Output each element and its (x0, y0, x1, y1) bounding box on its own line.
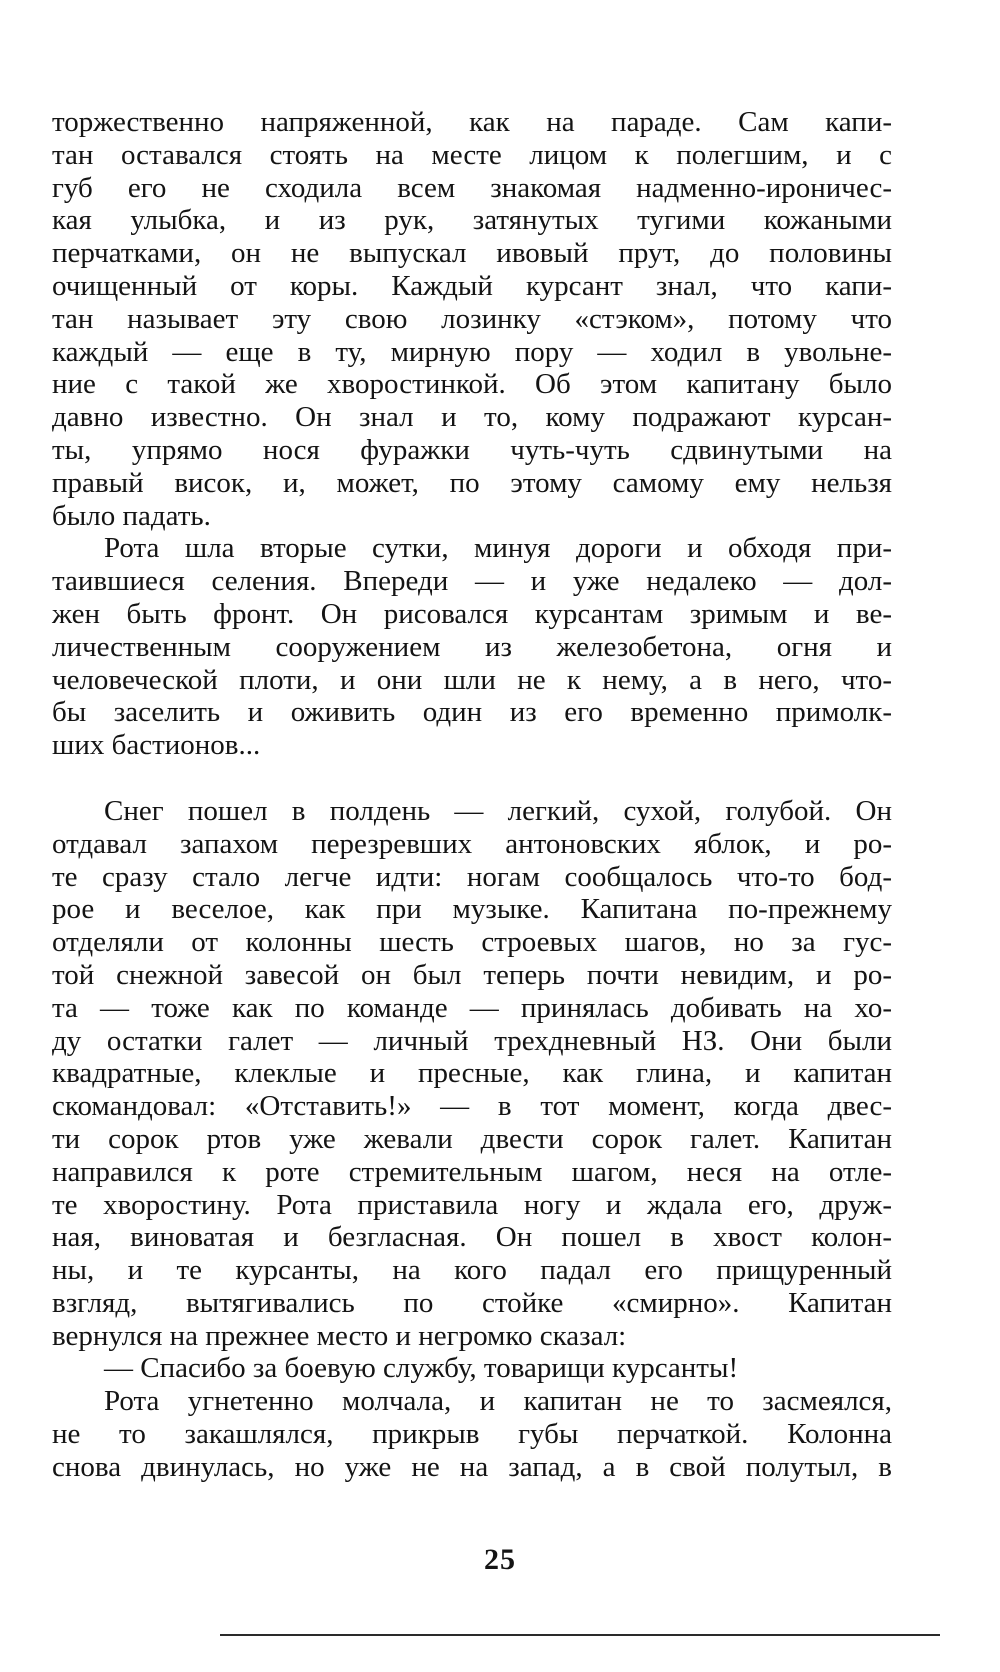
text-line: взгляд, вытягивались по стойке «смирно». Капитан (52, 1286, 892, 1319)
text-line: кая улыбка, и из рук, затянутых тугими кожаными (52, 204, 892, 237)
paragraph (52, 1385, 892, 1483)
text-line: каждый — еще в ту, мирную пору — ходил в увольне- (52, 335, 892, 368)
text-line: бы заселить и оживить один из его временно примолк- (52, 696, 892, 729)
text-line: ны, и те курсанты, на кого падал его прищуренный (52, 1254, 892, 1287)
text-line: перчатками, он не выпускал ивовый прут, до половины (52, 237, 892, 270)
text-line: губ его не сходила всем знакомая надменно-ироничес- (52, 171, 892, 204)
text-line: те сразу стало легче идти: ногам сообщалось что-то бод- (52, 860, 892, 893)
paragraph-dialogue (52, 1352, 892, 1385)
text-line: тан называет эту свою лозинку «стэком», потому что (52, 302, 892, 335)
text-line: было падать. (52, 499, 211, 532)
text-line: давно известно. Он знал и то, кому подражают курсан- (52, 401, 892, 434)
text-line: ти сорок ртов уже жевали двести сорок галет. Капитан (52, 1122, 892, 1155)
text-line: очищенный от коры. Каждый курсант знал, что капи- (52, 269, 892, 302)
text-line: таившиеся селения. Впереди — и уже недалеко — дол- (52, 565, 892, 598)
text-line: Снег пошел в полдень — легкий, сухой, голубой. Он (104, 794, 892, 827)
page-number: 25 (484, 1543, 516, 1576)
text-line: ние с такой же хворостинкой. Об этом капитану было (52, 368, 892, 401)
text-line: ду остатки галет — личный трехдневный НЗ. Они были (52, 1024, 892, 1057)
section-break (52, 762, 892, 795)
text-line: торжественно напряженной, как на параде. Сам капи- (52, 106, 892, 138)
paragraph (52, 532, 892, 762)
text-line: отдавал запахом перезревших антоновских яблок, и ро- (52, 827, 892, 860)
paragraph (52, 106, 892, 532)
text-line: ты, упрямо нося фуражки чуть-чуть сдвинутыми на (52, 433, 892, 466)
text-line: личественным сооружением из железобетона, огня и (52, 630, 892, 663)
text-line: ших бастионов... (52, 729, 261, 762)
paragraph (52, 795, 892, 1353)
text-line: не то закашлялся, прикрыв губы перчаткой. Колонна (52, 1418, 892, 1451)
text-line: квадратные, клеклые и пресные, как глина, и капитан (52, 1057, 892, 1090)
text-line: Рота угнетенно молчала, и капитан не то засмеялся, (104, 1385, 892, 1418)
text-line: скомандовал: «Отставить!» — в тот момент, когда двес- (52, 1090, 892, 1123)
text-line: жен быть фронт. Он рисовался курсантам зримым и ве- (52, 597, 892, 630)
text-line: та — тоже как по команде — принялась добивать на хо- (52, 991, 892, 1024)
text-line: ная, виноватая и безгласная. Он пошел в хвост колон- (52, 1221, 892, 1254)
text-line: снова двинулась, но уже не на запад, а в свой полутыл, в (52, 1450, 892, 1483)
text-line: направился к роте стремительным шагом, неся на отле- (52, 1155, 892, 1188)
text-line: тан оставался стоять на месте лицом к полегшим, и с (52, 138, 892, 171)
text-line: рое и веселое, как при музыке. Капитана по-прежнему (52, 893, 892, 926)
text-line: человеческой плоти, и они шли не к нему, а в него, что- (52, 663, 892, 696)
text-line: Рота шла вторые сутки, минуя дороги и обходя при- (104, 532, 892, 565)
page-edge-rule (220, 1634, 940, 1636)
text-line: те хворостину. Рота приставила ногу и ждала его, друж- (52, 1188, 892, 1221)
text-line: той снежной завесой он был теперь почти невидим, и ро- (52, 958, 892, 991)
text-line: — Спасибо за боевую службу, товарищи курсанты! (104, 1352, 739, 1385)
page-text (52, 106, 892, 1484)
text-line: правый висок, и, может, по этому самому ему нельзя (52, 466, 892, 499)
text-line: отделяли от колонны шесть строевых шагов, но за гус- (52, 926, 892, 959)
text-line: вернулся на прежнее место и негромко сказал: (52, 1319, 627, 1352)
